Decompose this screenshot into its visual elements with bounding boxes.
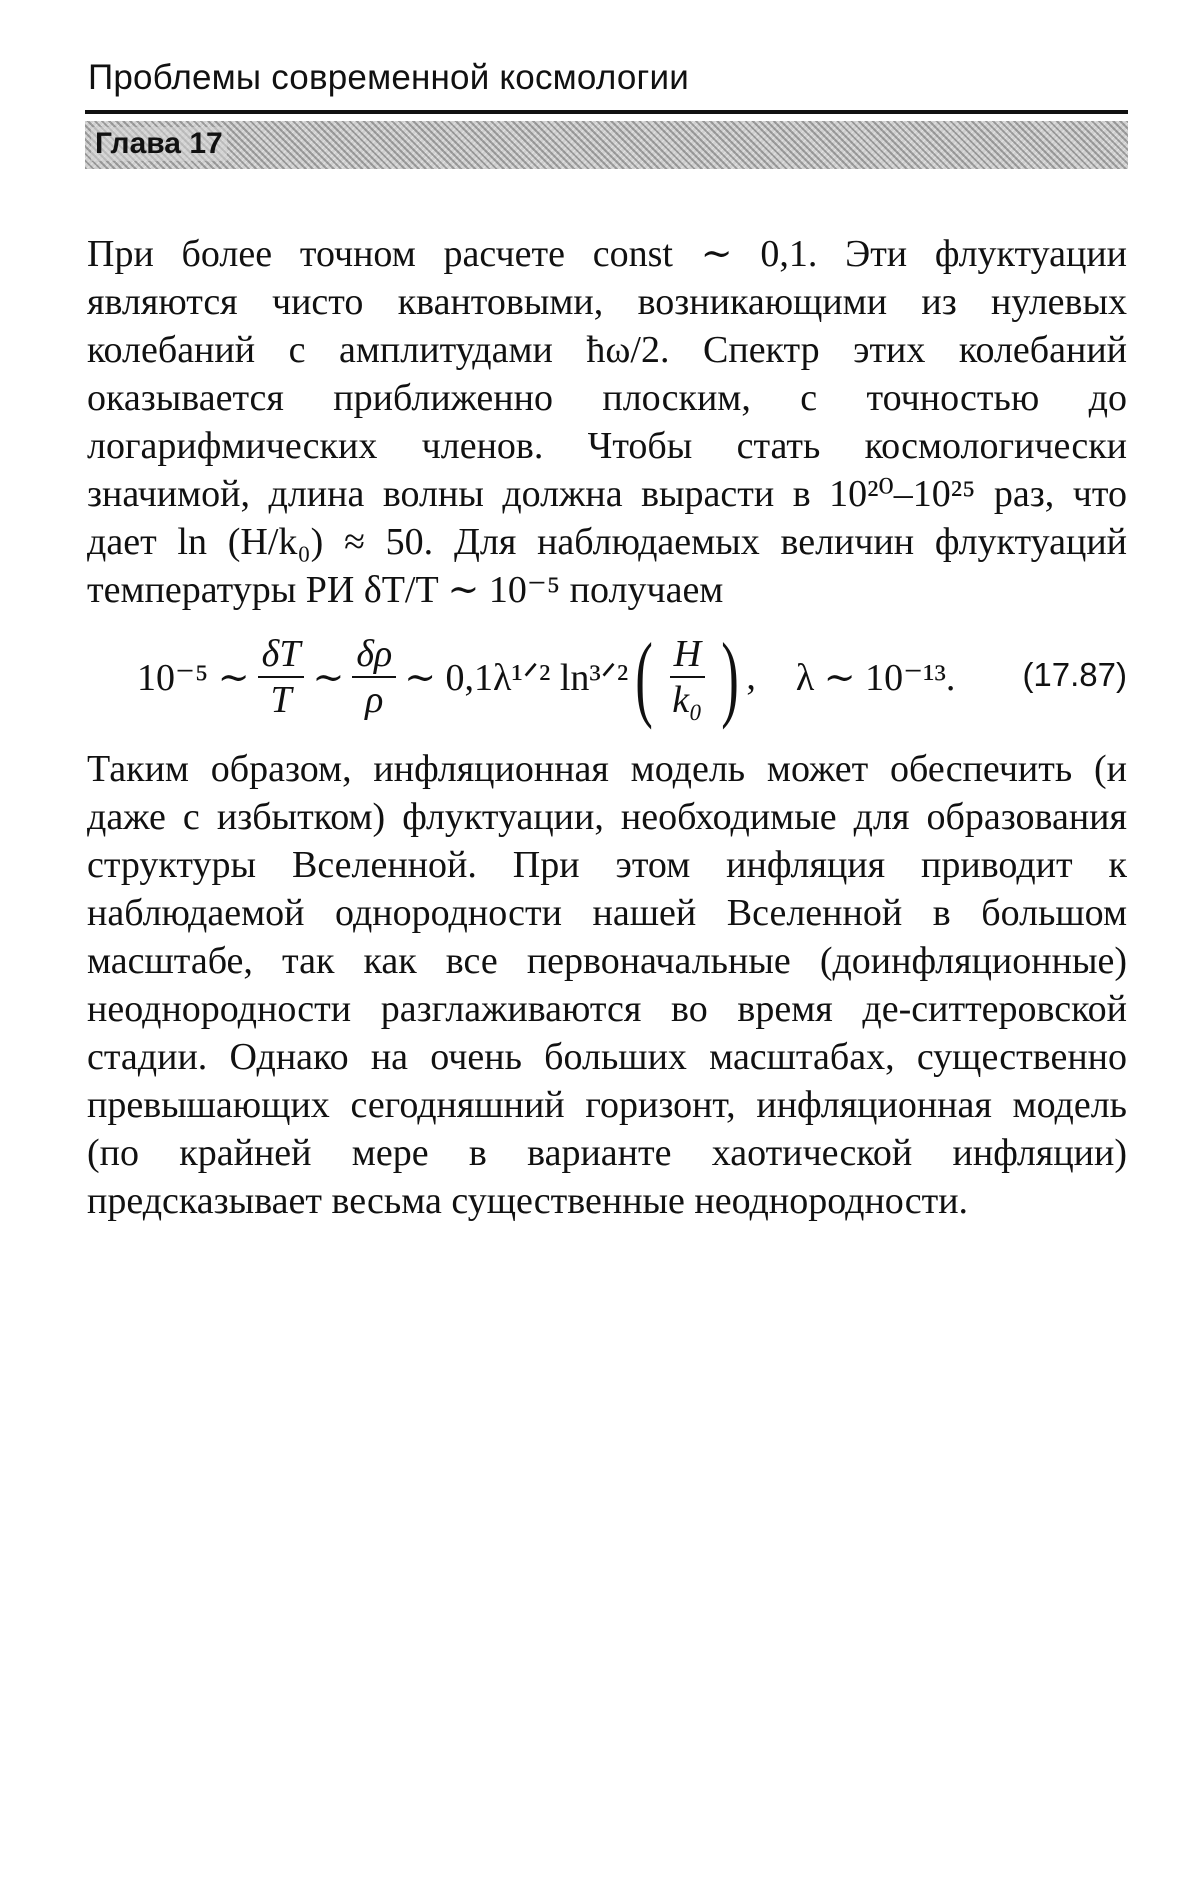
- eq-sim: ∼: [312, 656, 345, 699]
- equation-number: (17.87): [1022, 656, 1127, 693]
- equation-body: [137, 622, 955, 732]
- eq-lhs: 10⁻⁵ ∼: [137, 656, 250, 699]
- eq-right-paren: ): [721, 623, 740, 730]
- eq-fraction-drho-rho: [352, 632, 396, 722]
- eq-frac3-denominator: k₀: [672, 679, 703, 721]
- eq-rhs: λ ∼ 10⁻¹³.: [795, 656, 956, 699]
- eq-frac1-numerator: δT: [258, 632, 305, 678]
- eq-left-paren: (: [635, 623, 654, 730]
- eq-middle: ∼ 0,1λ¹ᐟ² ln³ᐟ²: [404, 656, 629, 699]
- eq-frac2-numerator: δρ: [352, 632, 396, 678]
- paragraph-2: Таким образом, инфляционная модель может обеспечить (и даже с избытком) флуктуации, необходимые для образования структуры Вселенной. При этом инфляция приводит к наблюдаемой однородности нашей Вселенной в большом масштабе, так как все первоначальные (доинфляционные) неоднородности разглаживаются во время де-ситтеровской стадии. Однако на очень больших масштабах, существенно превышающих сегодняшний горизонт, инфляционная модель (по крайней мере в варианте хаотической инфляции) предсказывает весьма существенные неоднородности.: [87, 748, 1127, 1222]
- eq-frac3-numerator: H: [670, 632, 705, 678]
- header-rule: [85, 110, 1128, 114]
- eq-fraction-H-k0: [668, 632, 706, 722]
- chapter-label: Глава 17: [91, 127, 227, 161]
- eq-fraction-dT-T: [258, 632, 305, 722]
- paragraph-1: При более точном расчете const ∼ 0,1. Эти флуктуации являются чисто квантовыми, возникающими из нулевых колебаний с амплитудами ħω/2. Спектр этих колебаний оказывается приближенно плоским, с точностью до логарифмических членов. Чтобы стать космологически значимой, длина волны должна вырасти в 10²⁰–10²⁵ раз, что дает ln (H/k₀) ≈ 50. Для наблюдаемых величин флуктуаций температуры РИ δT/T ∼ 10⁻⁵ получаем: [87, 233, 1127, 611]
- eq-comma: ,: [746, 656, 756, 698]
- eq-frac2-denominator: ρ: [365, 679, 384, 721]
- chapter-band: [85, 121, 1128, 169]
- running-head-title: Проблемы современной космологии: [88, 58, 689, 97]
- equation-17-87: [87, 622, 1127, 732]
- eq-frac1-denominator: T: [270, 679, 292, 721]
